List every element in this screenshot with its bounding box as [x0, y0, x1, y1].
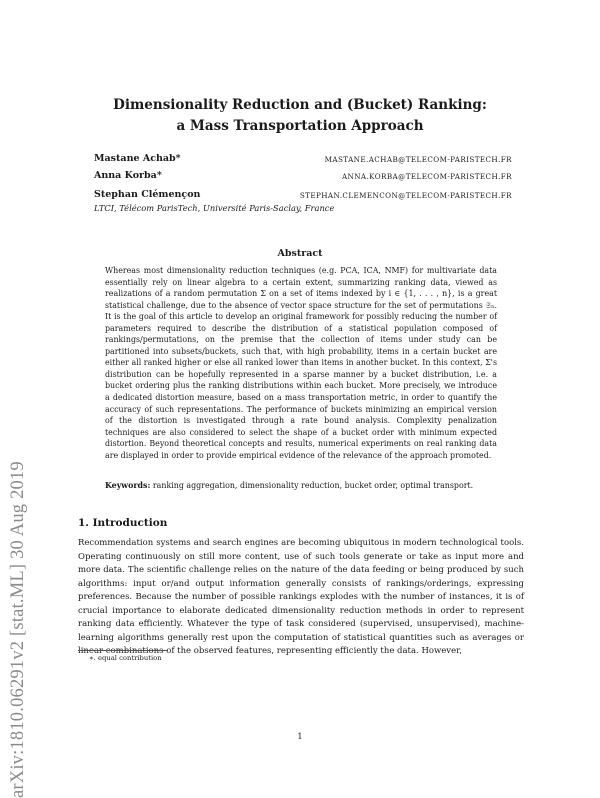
affiliation: LTCI, Télécom ParisTech, Université Paris-Saclay, France [94, 203, 335, 213]
author-email[interactable]: ANNA.KORBA@TELECOM-PARISTECH.FR [341, 172, 512, 181]
author-name: Stephan Clémençon [94, 189, 201, 200]
keywords-label: Keywords: [105, 481, 151, 490]
arxiv-stamp: arXiv:1810.06291v2 [stat.ML] 30 Aug 2019 [8, 461, 28, 798]
footnote-rule [78, 650, 168, 651]
abstract-heading: Abstract [277, 248, 323, 259]
section-heading: 1. Introduction [78, 517, 168, 529]
keywords [105, 480, 497, 492]
abstract-text: Whereas most dimensionality reduction techniques (e.g. PCA, ICA, NMF) for multivariate data essentially rely on linear algebra to a certain extent, summarizing ranking data, viewed as realizations of a random permutation Σ on a set of items indexed by i ∈ {1, . . . , n}, is a great statistical challenge, due to the absence of vector space structure for the set of permutations 𝔖ₙ. It is the goal of this article to develop an original framework for possibly reducing the number of parameters required to describe the distribution of a statistical population composed of rankings/permutations, on the premise that the collection of items under study can be partitioned into subsets/buckets, such that, with high probability, items in a certain bucket are either all ranked higher or else all ranked lower than items in another bucket. In this context, Σ's distribution can be hopefully represented in a sparse manner by a bucket distribution, i.e. a bucket ordering plus the ranking distributions within each bucket. More precisely, we introduce a dedicated distortion measure, based on a mass transportation metric, in order to quantify the accuracy of such representations. The performance of buckets minimizing an empirical version of the distortion is investigated through a rate bound analysis. Complexity penalization techniques are also considered to select the shape of a bucket order with minimum expected distortion. Beyond theoretical concepts and results, numerical experiments on real ranking data are displayed in order to provide empirical evidence of the relevance of the approach promoted. [105, 266, 497, 460]
page-number: 1 [297, 732, 303, 742]
paper-title-line2: a Mass Transportation Approach [176, 118, 424, 134]
author-email[interactable]: MASTANE.ACHAB@TELECOM-PARISTECH.FR [324, 155, 512, 164]
paper-title-line1: Dimensionality Reduction and (Bucket) Ranking: [113, 97, 487, 113]
keywords-text: ranking aggregation, dimensionality reduction, bucket order, optimal transport. [152, 481, 474, 490]
author-email[interactable]: STEPHAN.CLEMENCON@TELECOM-PARISTECH.FR [299, 191, 512, 200]
author-name: Anna Korba* [94, 170, 162, 181]
author-name: Mastane Achab* [94, 153, 181, 164]
section-text: Recommendation systems and search engines are becoming ubiquitous in modern technological tools. Operating continuously on still more content, use of such tools generate or take as input more and more data. The scientific challenge relies on the nature of the data feeding or being produced by such algorithms: input or/and output information generally consists of rankings/orderings, expressing preferences. Because the number of possible rankings explodes with the number of instances, it is of crucial importance to elaborate dedicated dimensionality reduction methods in order to represent ranking data efficiently. Whatever the type of task considered (supervised, unsupervised), machine-learning algorithms generally rest upon the computation of statistical quantities such as averages or linear combinations of the observed features, representing efficiently the data. However, [78, 538, 524, 656]
footnote: ∗. equal contribution [89, 654, 162, 662]
